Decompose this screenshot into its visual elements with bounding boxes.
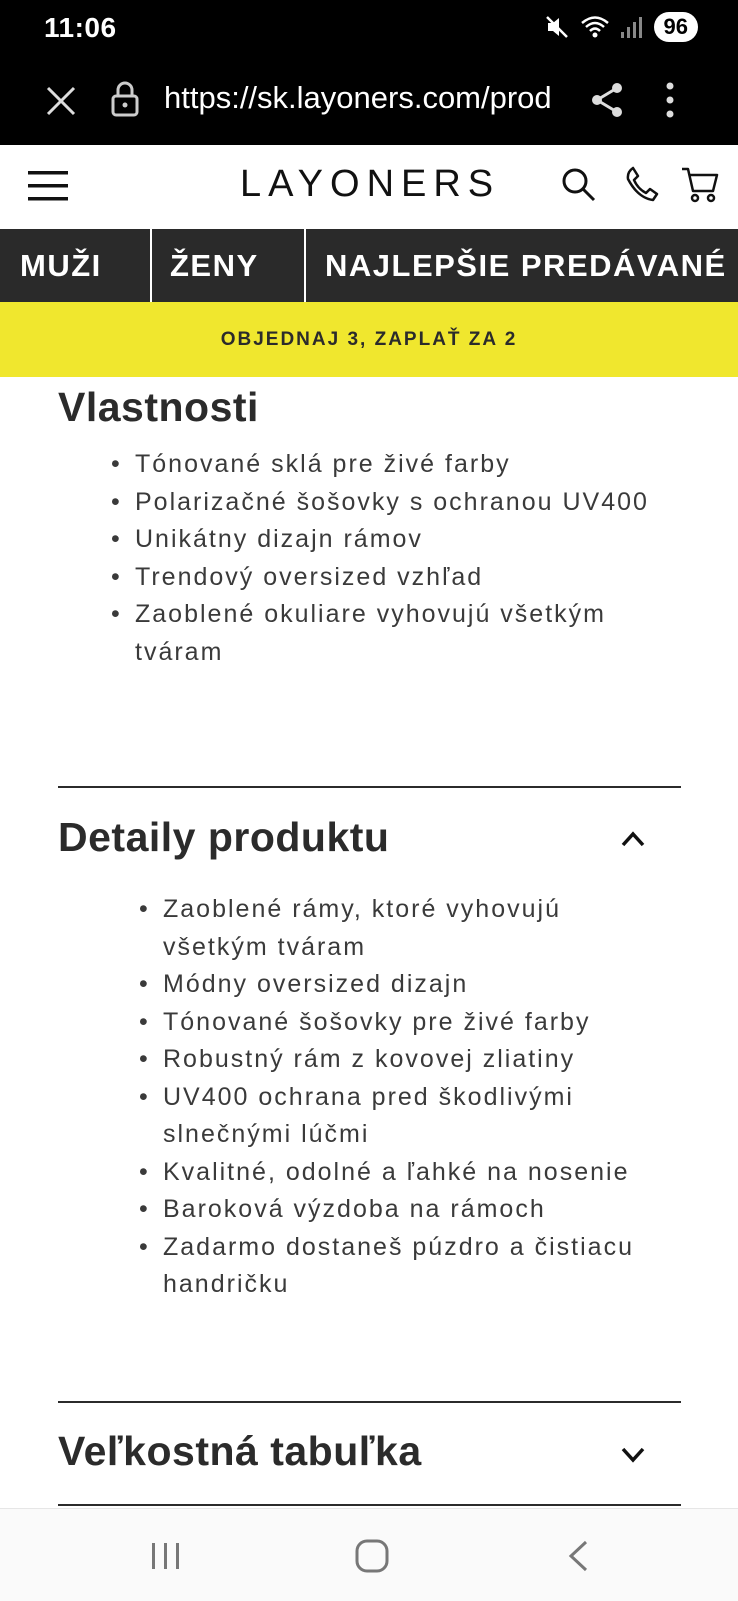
recent-apps-icon[interactable] — [150, 1541, 182, 1571]
signal-icon — [620, 14, 644, 40]
list-item: • Zaoblené rámy, ktoré vyhovujú všetkým tváram — [163, 891, 663, 966]
features-list — [135, 446, 675, 671]
phone-icon[interactable] — [624, 165, 660, 203]
mute-icon — [544, 14, 570, 40]
details-title: Detaily produktu — [58, 814, 390, 860]
section-divider — [58, 786, 681, 788]
status-icons — [544, 12, 698, 42]
list-item: • Baroková výzdoba na rámoch — [163, 1191, 663, 1229]
details-accordion-header[interactable] — [58, 800, 681, 880]
list-item: • Zaoblené okuliare vyhovujú všetkým tváram — [135, 596, 675, 671]
close-icon[interactable] — [44, 84, 78, 118]
share-icon[interactable] — [590, 82, 624, 118]
search-icon[interactable] — [561, 167, 597, 203]
size-chart-title: Veľkostná tabuľka — [58, 1428, 422, 1474]
features-title: Vlastnosti — [58, 384, 259, 430]
section-divider — [58, 1504, 681, 1506]
home-icon[interactable] — [355, 1539, 389, 1573]
list-item: • UV400 ochrana pred škodlivými slnečnými lúčmi — [163, 1079, 663, 1154]
cart-icon[interactable] — [680, 165, 720, 205]
list-item: • Robustný rám z kovovej zliatiny — [163, 1041, 663, 1079]
list-item: • Unikátny dizajn rámov — [135, 521, 675, 559]
chevron-down-icon[interactable] — [620, 1446, 646, 1464]
chevron-up-icon[interactable] — [620, 830, 646, 848]
status-bar — [0, 0, 738, 56]
list-item: • Polarizačné šošovky s ochranou UV400 — [135, 484, 675, 522]
list-item: • Tónované šošovky pre živé farby — [163, 1004, 663, 1042]
battery-badge: 96 — [654, 12, 698, 42]
menu-icon[interactable] — [28, 169, 68, 203]
status-time: 11:06 — [44, 12, 117, 43]
nav-item-bestsellers[interactable]: NAJLEPŠIE PREDÁVANÉ — [325, 248, 727, 283]
browser-bar — [0, 56, 738, 145]
category-nav — [0, 229, 738, 302]
list-item: • Tónované sklá pre živé farby — [135, 446, 675, 484]
logo[interactable]: LAYONERS — [240, 163, 501, 205]
size-chart-accordion-header[interactable] — [58, 1414, 681, 1494]
nav-item-women[interactable]: ŽENY — [170, 248, 259, 283]
nav-divider — [150, 229, 152, 302]
list-item: • Kvalitné, odolné a ľahké na nosenie — [163, 1154, 663, 1192]
details-list — [163, 891, 663, 1304]
promo-banner[interactable]: OBJEDNAJ 3, ZAPLAŤ ZA 2 — [0, 302, 738, 377]
system-nav-bar — [0, 1508, 738, 1601]
lock-icon[interactable] — [110, 80, 140, 118]
section-divider — [58, 1401, 681, 1403]
more-options-icon[interactable] — [664, 82, 676, 118]
nav-divider — [304, 229, 306, 302]
wifi-icon — [580, 14, 610, 40]
back-icon[interactable] — [566, 1539, 590, 1573]
site-header — [0, 145, 738, 229]
list-item: • Módny oversized dizajn — [163, 966, 663, 1004]
url-field[interactable]: https://sk.layoners.com/prod — [164, 80, 552, 115]
list-item: • Zadarmo dostaneš púzdro a čistiacu handričku — [163, 1229, 663, 1304]
nav-item-men[interactable]: MUŽI — [20, 248, 102, 283]
list-item: • Trendový oversized vzhľad — [135, 559, 675, 597]
